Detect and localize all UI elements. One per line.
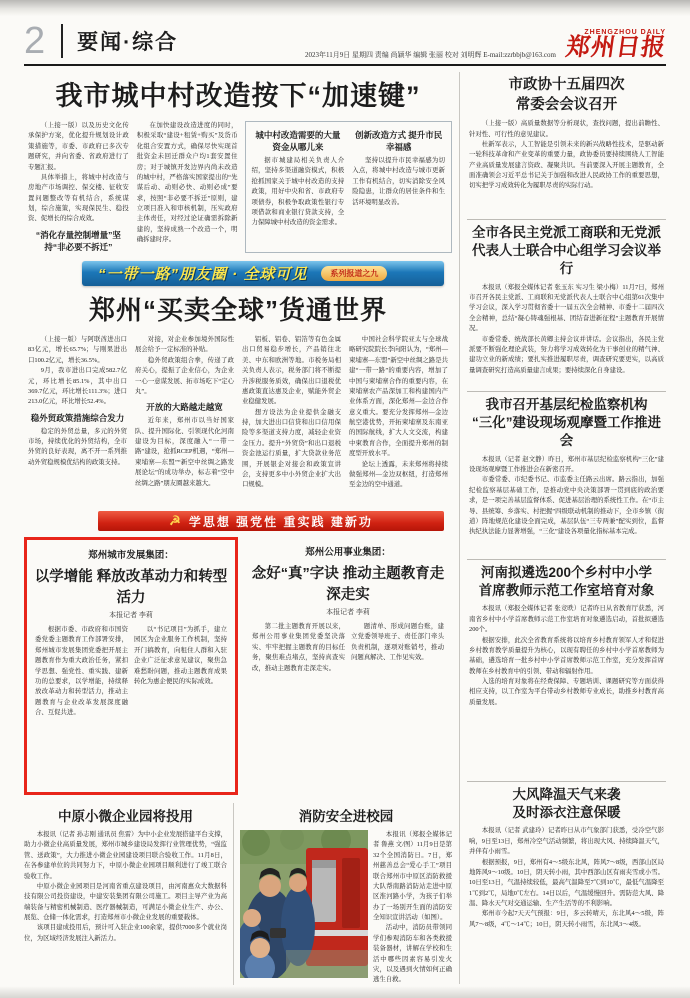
belt-banner-title: “一带一路”朋友圈 · 全球可见	[98, 266, 308, 283]
page-number: 2	[24, 20, 46, 62]
section-title: 要闻·综合	[77, 31, 179, 54]
paper-name-en: ZHENGZHOU DAILY	[584, 29, 666, 36]
article-title: 以学增能 释放改革动力和转型活力	[34, 569, 228, 606]
article-title-line2: 常委会会议召开	[515, 96, 618, 113]
belt-subhead-open: 开放的大路越走越宽	[146, 402, 223, 413]
org-name: 郑州公用事业集团：	[305, 547, 391, 558]
article-chief-teacher-studios	[467, 560, 666, 782]
page-bottom-edge	[0, 986, 690, 998]
fire-safety-text: 本报讯（郑报全媒体记者 鲁燕 文/图）11月9日是第32个全国消防日。7日，郑州慈善总会“爱心手工”项目联合郑州市中原区消防救援大队帮南路消防站走进中原区淮河路小学，为孩子们举办了一场别开生面的消防安全知识宣讲活动（如图）。 活动中，消防员带领同学们参观消防车和各类救援装备器材，讲解在学校和生活中哪些因素容易引发火灾，以及遇到火情如何正确逃生自救。	[373, 831, 452, 984]
article-cold-wave-weather	[467, 782, 666, 972]
main-subhead-funding: 城中村改造需要的大量资金从哪儿来	[255, 130, 341, 152]
main-article-columns	[24, 121, 452, 253]
belt-article-columns	[24, 335, 452, 503]
article-title-line2: “三化”建设现场观摩暨工作推进会	[472, 415, 661, 449]
left-zone	[24, 72, 452, 984]
belt-col-2: 对接，对企业参加境外国际性展会给予一定标准的补贴。 稳外贸政策组合拳，传递了政府关心，提振了企业信心，为企业一心一意谋发展、拓市场吃下“定心丸”。 开放的大路越走越宽 近年来，郑州市以当好国家队、提升国际化、引领现代化河南建设为目标，深度融入“一带一路”建设，抢抓RCEP机遇，“郑州—柬埔寨—东盟”“新空中丝绸之路发展论坛”的成功举办，标志着“空中丝绸之路”朋友圈越来越大。	[135, 336, 234, 487]
page-top-edge	[0, 0, 690, 16]
study-section	[24, 511, 452, 795]
belt-headline: 郑州“买卖全球”货通世界	[88, 295, 387, 325]
col-2: 以“书记项目”为抓手，建立园区为企业服务工作机制，坚持开门搞教育，向租住人群和入驻企业广泛征求意见建议，聚焦急难愁盼问题，推动主题教育成果转化为惠企便民的实际成效。	[134, 626, 227, 685]
article-body: 本报讯（郑报全媒体记者 张玉东 实习生 梁小梅）11月7日，郑州市召开各民主党派、工商联和无党派代表人士联合中心组第61次集中学习会议，深入学习贯彻省委十一届五次全会精神、市委十二届四次全会精神，总结“凝心铸魂强根基、团结奋进新征程”主题教育开展情况。 市委常委、统战部长黄卿主持会议并讲话。会议指出，各民主党派要不断强化理论武装，努力将学习成效转化为干事创业的精气神、建功立业的新成绩；要扎实推进履职尽责，调查研究要更实，以高质量调查研究打造高质量建言成果；要持续深化自身建设。	[469, 283, 664, 374]
article-body: 本报讯（记者 武建玲）记者昨日从市气象部门获悉，受冷空气影响，9日至13日，郑州冷空气活动频繁，将出现大风、持续降温天气，并伴有小雨雪。 根据预报，9日，郑州有4～5级东北风，阵风7～8级，西部山区局地阵风9～10级。10日，阴天转小雨，其中西部山区有雨夹雪或小雪。10日至13日，气温持续较低，最高气温降至7℃到10℃，最低气温降至1℃到2℃，局地0℃左右。14日以后，气温缓慢回升。需防范大风、降温、降水天气对交通运输、生产生活等的不利影响。 郑州市今起7天天气预报：9日，多云转晴天，东北风4～5级，阵风7～8级，4℃～14℃；10日，阴天转小雨雪，东北风3～4级。	[469, 827, 664, 928]
article-title: 中原小微企业园将投用	[58, 809, 193, 824]
article-title-line1: 大风降温天气来袭	[512, 787, 621, 802]
article-public-utility-group	[244, 537, 452, 795]
article-columns	[249, 622, 447, 674]
article-title: 消防安全进校园	[298, 809, 394, 824]
fire-safety-photo	[240, 830, 368, 978]
masthead-divider	[61, 24, 63, 58]
byline: 本报记者 李莉	[109, 611, 153, 619]
main-col-2: 在加快建设改造进度的同时，积极采取“建设+租赁+购买”及货币化组合安置方式，确保尽快实现首批资金未回迁群众户均1套安置住房；对于城镇开发边界内尚未改造的城中村，严格落实国家提出的“先谋后动、动则必快、动则必成”要求，按照“非必要不拆迁”原则，建立项目准入和审核机制，压实政府主体责任，对经过论证确需拆除新建的，坚持成熟一个改造一个，明确拆建时序。	[136, 122, 238, 244]
study-banner	[98, 511, 444, 531]
article-title-line1: 全市各民主党派工商联和无党派	[472, 225, 661, 240]
belt-col-3: 铝板、铝卷、铝箔等有色金属出口贸易稳步增长，产品销往北美、中东和欧洲等地。市税务局相关负责人表示，税务部门将不断提升涉税服务质效，确保出口退税优惠政策直达惠及企业，赋能外贸企业稳健发展。 想方设法为企业提供金融支持，加大进出口信贷和出口信用保险等多渠道支持力度，减轻企业资金压力。提升“外贸贷”和出口退税资金池运行质量，扩大贷款业务范围，开展银企对接会和政策宣讲会，支持更多中小外贸企业扩大出口规模。	[242, 336, 341, 489]
masthead-rule	[24, 64, 666, 66]
main-subhead-innovation: 创新改造方式 提升市民幸福感	[354, 130, 443, 152]
article-micro-enterprise-park: 中原小微企业园将投用 本报讯（记者 孙志刚 通讯员 焦雷）为中小企业发展搭建平台支撑，助力小微企业高质量发展，郑州市城乡建设局发挥行业管理优势，“强监管、送政策”，大力推进小微企业园建设项目联合验收工作。11月8日，在各参建单位的共同努力下，中原小微企业园项目顺利进行了竣工联合验收工作。 中原小微企业园项目是河南省重点建设项目，由河南惠众大数据科技有限公司投资建设，中建安装集团有限公司施工。项目主导产业为高端装备与精密机械制造、医疗器械制造，可满足小微企业生产、办公、展览、仓储一体化需求，打造郑州市小微企业发展的重要载体。 该项目建成投用后，预计可入驻企业100余家，提供7000多个就业岗位，为区域经济发展注入新活力。	[24, 803, 234, 985]
article-title-line2: 代表人士联合中心组学习会议举行	[472, 243, 661, 277]
main-subhead-1: “消化存量控制增量”坚持“非必要不拆迁”	[35, 229, 121, 252]
fire-safety-body	[240, 830, 452, 985]
main-box-col-2: 创新改造方式 提升市民幸福感 坚持以提升市民幸福感为切入点，将城中村改造与城市更新工作有机结合，切实消除安全风险隐患，让群众的居住条件和生活环境明显改善。	[352, 130, 445, 206]
main-headline: 我市城中村改造按下“加速键”	[55, 81, 421, 111]
page-content	[24, 72, 666, 984]
article-belt-road	[24, 261, 452, 503]
article-body: 本报讯（郑报全媒体记者 张竞昳）记者昨日从省教育厅获悉，河南省乡村中小学首席教师示范工作室培育对象遴选启动，首批拟遴选200个。 根据安排，此次全省教育系统将以培育乡村教育领军人才和促进乡村教育教学质量提升为核心，以现有聘任的乡村中小学首席教师为基础，遴选培育一批乡村中小学首席教师示范工作室，充分发挥首席教师在乡村教育中的引领、带动和辐射作用。 入选的培育对象将在经费保障、专题培训、课题研究等方面获得相应支持，以工作室为平台带动乡村教师专业成长，助推乡村教育高质量发展。	[469, 605, 664, 706]
main-box-col-1: 城中村改造需要的大量资金从哪儿来 据市城建局相关负责人介绍，坚持多渠道融资模式，积极抢抓国家关于城中村改造的支持政策，用好中央和省、市政府专项债券，积极争取政策性银行专项借款和商业银行贷款支持，全力保障城中村改造的资金需求。	[251, 130, 345, 227]
belt-col-4: 中国社会科学院亚太与全球战略研究院院长李向阳认为，“郑州—柬埔寨—东盟”新空中丝绸之路是共建“一带一路”的重要内容，增加了中国与柬埔寨合作的重要内容，在柬埔寨农产品深加工和构建国内产业体系方面，深化郑州—金边合作意义重大。要充分发挥郑州—金边航空港优势，开拓柬埔寨及东南亚的国际航线，扩大人文交流，构建中柬教育合作，全面提升郑州的制度型开放水平。 论坛上透露，未来郑州将持续做强郑州—金边双枢纽，打造郑州至金边的空中通道。	[349, 336, 448, 489]
article-columns	[32, 625, 230, 718]
main-col-1: （上接一版）以及历史文化传承保护方案，优化提升规划设计政策措施等，市委、市政府已多次专题研究，并向省委、省政府进行了专题汇报。 具体举措上，将城中村改造与房地产市场调控、保交楼、征收安置问题整改等有机结合，系统谋划，综合施策，实现保民生、稳投资、促增长的综合成效。 “消化存量控制增量”坚持“非必要不拆迁”	[28, 122, 129, 252]
main-boxed-columns	[245, 121, 453, 253]
column-divider	[459, 72, 460, 984]
article-title-line1: 我市召开基层纪检监察机构	[485, 397, 648, 412]
photo-illustration	[240, 830, 368, 978]
article-title-line1: 河南拟遴选200个乡村中小学	[480, 565, 653, 580]
masthead	[24, 22, 666, 62]
article-discipline-inspection	[467, 392, 666, 560]
org-name: 郑州城市发展集团：	[88, 550, 174, 561]
article-cppcc-meeting	[467, 72, 666, 220]
col-1: 第二批主题教育开展以来，郑州公用事业集团党委坚决落实、牢牢把握主题教育的目标任务，聚焦难点堵点，坚持真查实改，推动主题教育走深走实。	[252, 623, 345, 672]
belt-subhead-policy: 稳外贸政策措施综合发力	[30, 412, 125, 423]
article-title-line2: 及时添衣注意保暖	[512, 805, 621, 821]
col-1: 根据市委、市政府和市国资委党委主题教育工作部署安排，郑州城市发展集团党委把开展主题教育作为重大政治任务，紧扣学思想、强党性、重实践、建新功的总要求，以学增能，持续释放改革动力和转型活力，推动主题教育与企业改革发展深度融合、互促共进。	[35, 626, 128, 716]
study-banner-text: 学思想 强党性 重实践 建新功	[188, 514, 373, 529]
belt-col-1: （上接一版）与阿联酋进出口83亿元，增长65.7%；与刚果进出口100.2亿元，增长36.5%。 9月，我市进出口完成582.7亿元，环比增长85.1%，其中出口369.7亿元，环比增长111.3%；进口213.0亿元，环比增长52.4%。 稳外贸政策措施综合发力 稳定的外贸总量，多元的外贸市场，持续优化的外贸结构，全市外贸的良好表现，离不开一系列推动外贸稳规模优结构的政策支持。	[28, 336, 127, 466]
left-bottom-row	[24, 803, 452, 985]
study-articles	[24, 537, 452, 795]
paper-logo: 郑州日报	[564, 35, 668, 61]
article-urban-village	[24, 74, 452, 253]
dateline: 2023年11月9日 星期四 责编 尚颖华 编辑 张丽 校对 刘明辉 E-mail:zzrbbjb@163.com	[305, 51, 556, 59]
article-united-front-study	[467, 220, 666, 392]
belt-road-banner	[82, 261, 444, 286]
article-city-development-group	[24, 537, 238, 795]
article-title-line1: 市政协十五届四次	[508, 77, 625, 93]
masthead-right	[305, 29, 666, 60]
series-badge: 系列报道之九	[321, 266, 387, 281]
article-body: 本报讯（记者 赵文静）昨日，郑州市基层纪检监察机构“三化”建设现场观摩暨工作推进会在新密召开。 市委常委、市纪委书记、市监委主任路云出席。路云指出，加强纪检监察基层基础工作，是推动党中央决策部署一贯到底的政治要求，是一项完善基层监督体系、促进基层治理的系统性工作。在“市主导、县统筹、乡落实、村把握”四级联动机制的推动下，全市乡镇（街道）阵地规范化建设全面完成，基层队伍“三专两兼”配实到位，监督执纪执法能力显著增强，“三化”建设各项量化指标基本完成。	[469, 455, 664, 536]
article-fire-safety	[234, 803, 452, 985]
article-title-line2: 首席教师示范工作室培育对象	[478, 583, 655, 599]
byline: 本报记者 李莉	[326, 608, 370, 616]
article-title: 念好“真”字诀 推动主题教育走深走实	[251, 566, 445, 603]
party-emblem-icon: ☭	[169, 513, 181, 528]
right-zone	[467, 72, 666, 984]
col-2: 题清单、形成问题台账，建立党委领导班子、责任部门牵头负责机制，逐项对账销号，推动问题真解决、工作见实效。	[351, 623, 444, 662]
article-body: （上接一版）高质量数据等分析现状，查找问题，提出前瞻性、针对性、可行性的意见建议。 杜新军表示，人工智能是引领未来的新兴战略性技术，是驱动新一轮科技革命和产业变革的重要力量，政协委员要持续围绕人工智能产业高质量发展建言资政、凝聚共识。当前要深入开展主题教育，全面准确领会习近平总书记关于加强和改进人民政协工作的重要思想，切实把学习成效转化为履职尽责的实际行动。	[469, 120, 664, 190]
